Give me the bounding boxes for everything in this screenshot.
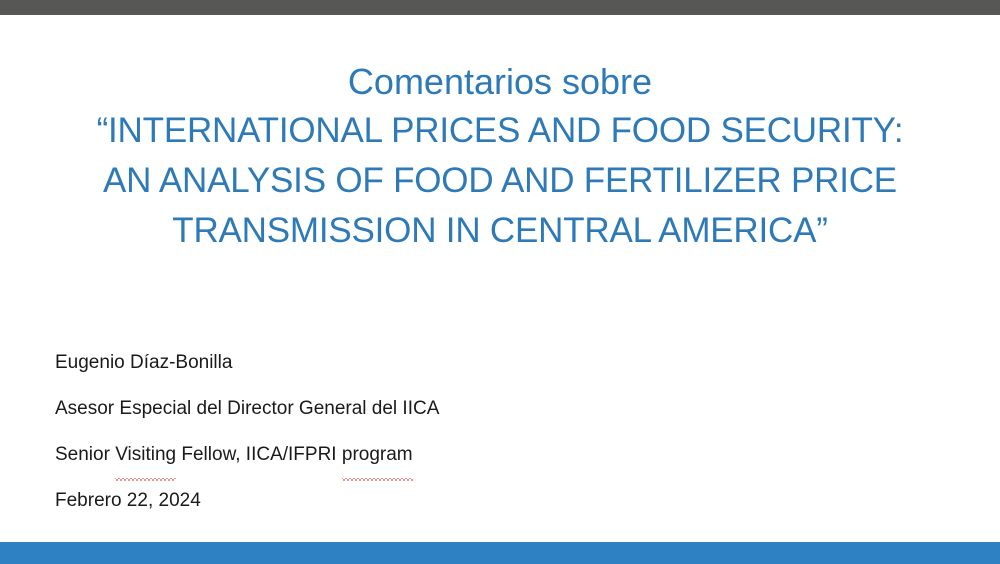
slide-title [40,58,960,256]
title-line-2: “INTERNATIONAL PRICES AND FOOD SECURITY: [96,111,904,150]
affiliation-middle: Fellow, IICA/IFPRI [176,444,342,465]
presentation-date: Febrero 22, 2024 [55,490,201,511]
bottom-accent-bar [0,542,1000,564]
top-accent-bar [0,0,1000,15]
spellcheck-word-program: program [342,432,413,478]
title-line-4: TRANSMISSION IN CENTRAL AMERICA” [172,211,828,250]
title-line-3: AN ANALYSIS OF FOOD AND FERTILIZER PRICE [103,161,897,200]
author-affiliation [55,432,755,478]
affiliation-prefix: Senior [55,444,116,465]
spellcheck-word-visiting: Visiting [115,432,176,478]
author-block [55,340,755,524]
title-line-1: Comentarios sobre [347,61,653,102]
author-role: Asesor Especial del Director General del IICA [55,398,440,419]
author-name: Eugenio Díaz-Bonilla [55,352,233,373]
